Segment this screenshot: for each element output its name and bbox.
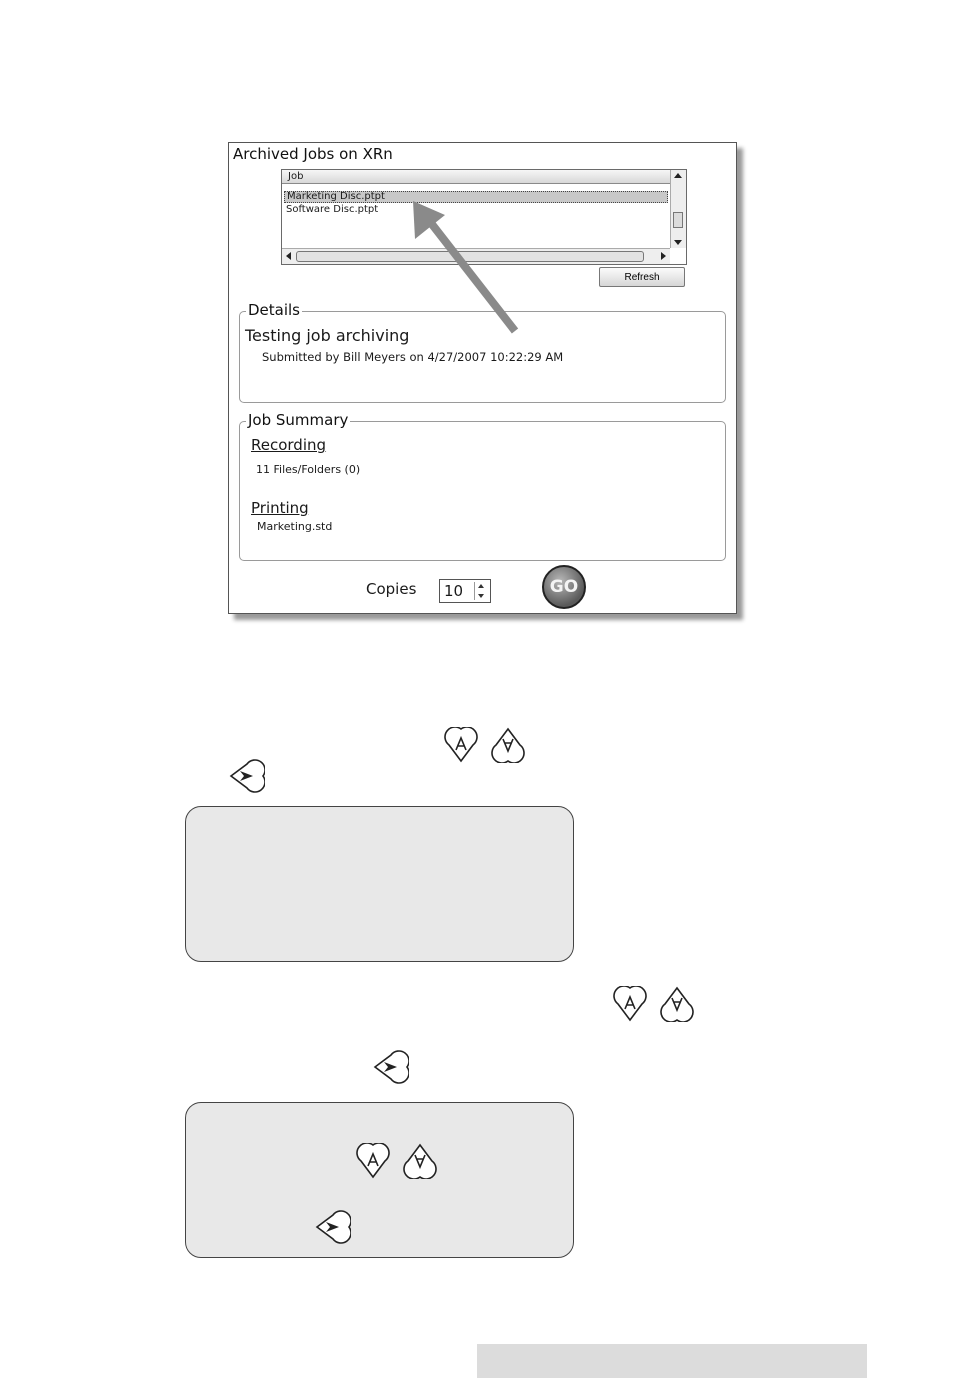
refresh-button[interactable]: Refresh bbox=[599, 267, 685, 287]
lcd-display-box bbox=[185, 806, 574, 962]
job-summary-group bbox=[239, 411, 726, 561]
job-row[interactable]: Software Disc.ptpt bbox=[286, 204, 379, 215]
enter-button-icon bbox=[229, 758, 265, 794]
down-button-icon bbox=[659, 986, 695, 1022]
go-button[interactable]: GO bbox=[542, 565, 586, 609]
archived-jobs-window bbox=[228, 142, 737, 614]
up-button-icon bbox=[443, 727, 479, 763]
scroll-up-icon[interactable] bbox=[674, 173, 682, 178]
vertical-scrollbar[interactable] bbox=[670, 170, 686, 248]
enter-button-icon bbox=[373, 1049, 409, 1085]
horizontal-scrollbar[interactable] bbox=[282, 248, 670, 264]
job-list[interactable] bbox=[281, 169, 687, 265]
recording-heading: Recording bbox=[251, 436, 327, 454]
recording-text: 11 Files/Folders (0) bbox=[256, 463, 361, 476]
footer-bar bbox=[477, 1344, 867, 1378]
job-row-selected[interactable]: Marketing Disc.ptpt bbox=[284, 191, 668, 203]
enter-button-icon bbox=[315, 1209, 351, 1245]
job-title: Testing job archiving bbox=[245, 326, 410, 345]
horizontal-scroll-thumb[interactable] bbox=[296, 251, 644, 262]
down-button-icon bbox=[402, 1143, 438, 1179]
up-button-icon bbox=[355, 1143, 391, 1179]
job-column-header[interactable]: Job bbox=[282, 170, 670, 184]
job-summary-legend: Job Summary bbox=[248, 411, 349, 429]
scroll-right-icon[interactable] bbox=[661, 252, 666, 260]
scroll-down-icon[interactable] bbox=[674, 240, 682, 245]
up-button-icon bbox=[612, 986, 648, 1022]
printing-text: Marketing.std bbox=[257, 520, 333, 533]
copies-value[interactable]: 10 bbox=[444, 582, 464, 600]
details-group bbox=[239, 301, 726, 403]
window-title: Archived Jobs on XRn bbox=[233, 145, 393, 163]
printing-heading: Printing bbox=[251, 499, 309, 517]
spin-buttons[interactable] bbox=[474, 582, 488, 600]
copies-label: Copies bbox=[366, 580, 417, 598]
submitted-info: Submitted by Bill Meyers on 4/27/2007 10:22:29 AM bbox=[262, 350, 564, 364]
details-legend: Details bbox=[248, 301, 301, 319]
spin-down-icon[interactable] bbox=[478, 594, 484, 598]
lcd-display-box bbox=[185, 1102, 574, 1258]
scroll-left-icon[interactable] bbox=[286, 252, 291, 260]
down-button-icon bbox=[490, 727, 526, 763]
vertical-scroll-thumb[interactable] bbox=[673, 212, 683, 228]
copies-stepper[interactable] bbox=[439, 579, 491, 603]
spin-up-icon[interactable] bbox=[478, 584, 484, 588]
